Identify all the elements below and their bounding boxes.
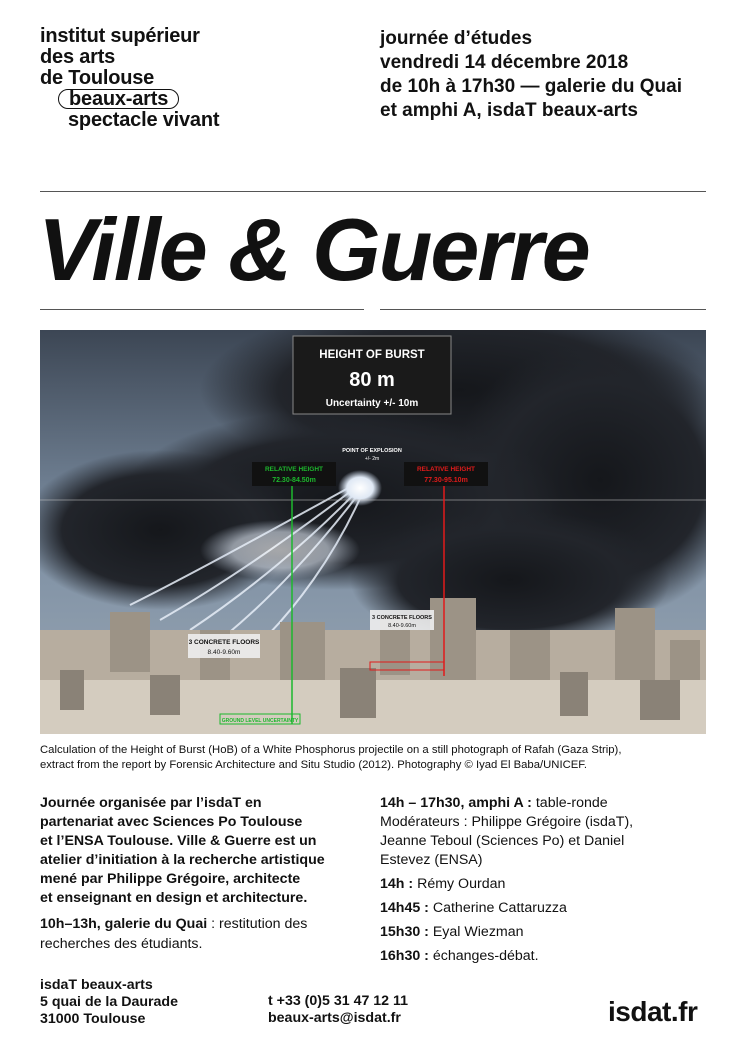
title-divider-right — [380, 309, 706, 310]
session-time: 10h–13h, galerie du Quai — [40, 916, 212, 932]
intro-line-4: atelier d’initiation à la recherche artistique — [40, 852, 325, 868]
floors-right-value: 8.40-9.60m — [388, 623, 416, 629]
table-text: table-ronde — [531, 795, 608, 811]
institution-line-5: spectacle vivant — [68, 109, 220, 131]
schedule-item-text: Eyal Wiezman — [428, 924, 524, 940]
ground-label: GROUND LEVEL UNCERTAINTY — [221, 718, 299, 724]
moderators-line-1: Modérateurs : Philippe Grégoire (isdaT), — [380, 814, 634, 830]
schedule-item — [380, 947, 710, 966]
page-title: Ville & Guerre — [38, 200, 589, 299]
address-line-3: 31000 Toulouse — [40, 1011, 146, 1027]
hero-photo-svg — [40, 330, 706, 734]
floors-right-title: 3 CONCRETE FLOORS — [372, 615, 432, 621]
event-line-1: journée d’études — [380, 28, 533, 49]
photo-caption — [40, 743, 710, 772]
schedule-item-text: Catherine Cattaruzza — [428, 900, 567, 916]
intro-line-3: et l’ENSA Toulouse. Ville & Guerre est un — [40, 833, 317, 849]
schedule-item — [380, 875, 710, 894]
contact-email[interactable]: beaux-arts@isdat.fr — [268, 1010, 401, 1026]
schedule-item — [380, 899, 710, 918]
schedule-item-time: 15h30 : — [380, 924, 429, 940]
address-line-1: isdaT beaux-arts — [40, 977, 153, 993]
moderators-line-2: Jeanne Teboul (Sciences Po) et Daniel — [380, 833, 625, 849]
schedule-item-text: échanges-débat. — [428, 948, 539, 964]
rel-left-title: RELATIVE HEIGHT — [264, 466, 324, 473]
event-info — [380, 27, 682, 123]
moderators-line-3: Estevez (ENSA) — [380, 852, 483, 868]
floors-left-value: 8.40-9.60m — [207, 649, 241, 656]
website-link[interactable]: isdat.fr — [608, 996, 698, 1027]
schedule-item-time: 16h30 : — [380, 948, 429, 964]
contact — [268, 993, 408, 1027]
intro-line-5: mené par Philippe Grégoire, architecte — [40, 871, 301, 887]
rel-right-title: RELATIVE HEIGHT — [416, 466, 476, 473]
address — [40, 977, 178, 1028]
schedule — [380, 794, 710, 971]
point-label: POINT OF EXPLOSION — [342, 448, 402, 454]
top-divider — [40, 191, 706, 192]
floors-left-title: 3 CONCRETE FLOORS — [188, 639, 260, 646]
intro-line-6: et enseignant en design et architecture. — [40, 890, 308, 906]
institution-line-4: beaux-arts — [58, 89, 179, 109]
intro-paragraph — [40, 794, 370, 908]
event-line-3: de 10h à 17h30 — galerie du Quai — [380, 76, 683, 97]
hob-value: 80 m — [349, 369, 395, 391]
rel-right-value: 77.30-95.10m — [424, 477, 468, 484]
institution-line-1: institut supérieur — [40, 25, 200, 47]
caption-line-2: extract from the report by Forensic Architecture and Situ Studio (2012). Photography © Iyad El Baba/UNICEF. — [40, 758, 588, 771]
caption-line-1: Calculation of the Height of Burst (HoB) of a White Phosphorus projectile on a still photograph of Rafah (Gaza Strip), — [40, 744, 622, 756]
schedule-item-time: 14h45 : — [380, 900, 429, 916]
rel-left-value: 72.30-84.50m — [272, 477, 316, 484]
schedule-item-time: 14h : — [380, 876, 414, 892]
table-time: 14h – 17h30, amphi A : — [380, 795, 532, 811]
hob-uncertainty: Uncertainty +/- 10m — [325, 398, 419, 409]
schedule-item-text: Rémy Ourdan — [413, 876, 506, 892]
session-text-b: recherches des étudiants. — [40, 936, 203, 952]
contact-phone: t +33 (0)5 31 47 12 11 — [268, 993, 409, 1009]
morning-session — [40, 914, 370, 954]
institution-line-2: des arts — [40, 46, 116, 68]
schedule-item — [380, 923, 710, 942]
event-line-2: vendredi 14 décembre 2018 — [380, 52, 629, 73]
intro-line-1: Journée organisée par l’isdaT en — [40, 795, 262, 811]
intro-line-2: partenariat avec Sciences Po Toulouse — [40, 814, 303, 830]
address-line-2: 5 quai de la Daurade — [40, 994, 178, 1010]
title-divider-left — [40, 309, 364, 310]
session-text-a: : restitution des — [211, 916, 308, 932]
institution-line-3: de Toulouse — [40, 67, 155, 89]
hob-heading: HEIGHT OF BURST — [319, 349, 425, 361]
event-line-4: et amphi A, isdaT beaux-arts — [380, 100, 638, 121]
point-sub: +/- 2m — [364, 456, 380, 462]
institution-name — [40, 26, 219, 131]
hero-photo — [40, 330, 706, 734]
